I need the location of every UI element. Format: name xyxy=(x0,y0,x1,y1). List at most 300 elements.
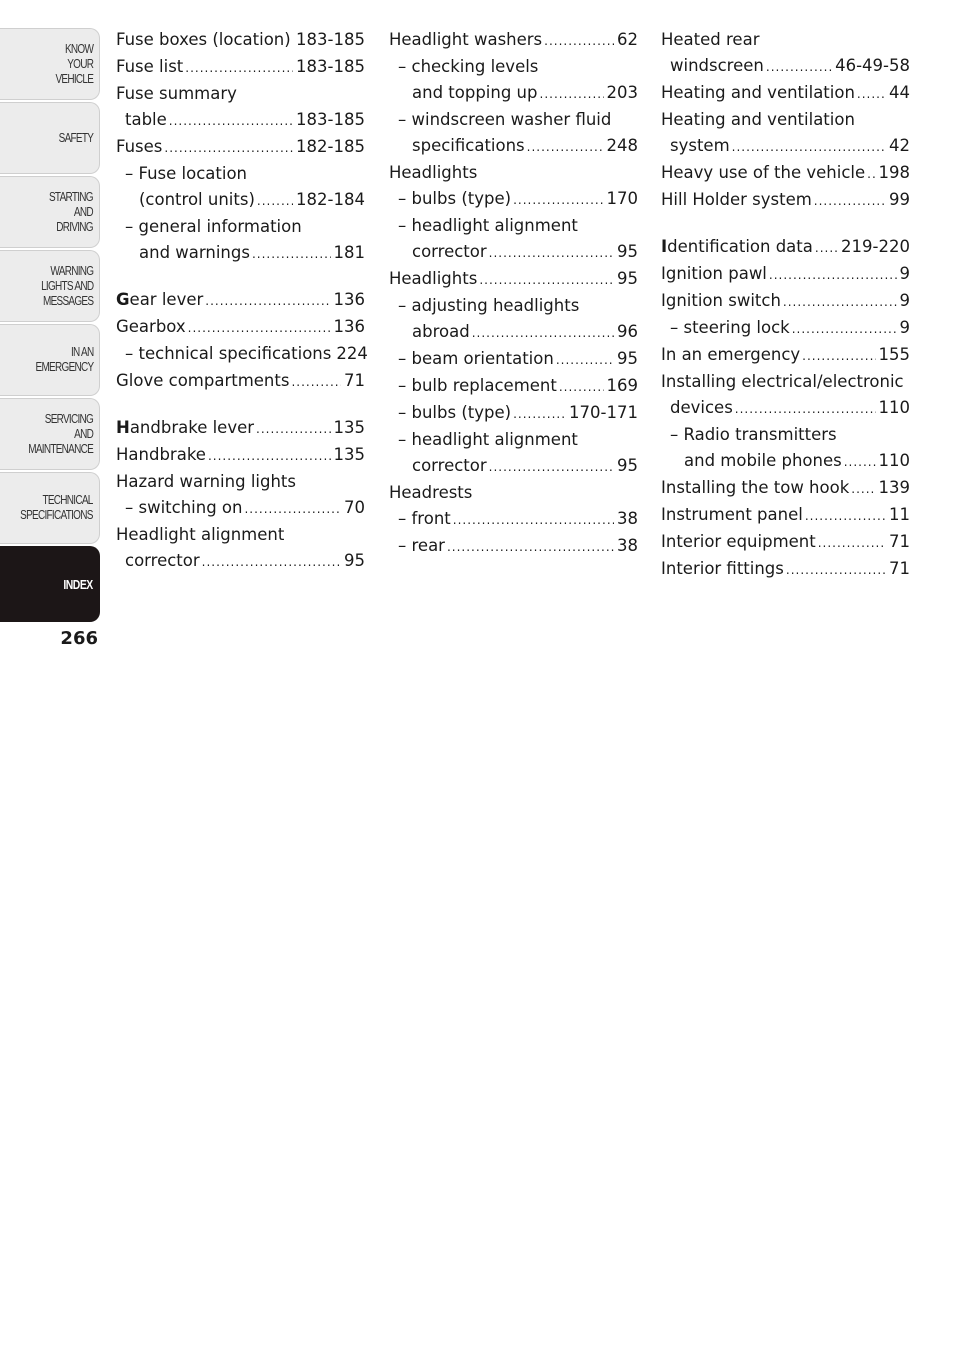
index-entry xyxy=(389,506,638,533)
page-reference[interactable]: 9 xyxy=(899,318,910,337)
page-reference[interactable]: 95 xyxy=(617,242,638,261)
page-reference[interactable]: 71 xyxy=(889,532,910,551)
index-line-with-page[interactable] xyxy=(116,27,365,54)
index-line-with-page[interactable] xyxy=(116,314,365,341)
page-reference[interactable]: 9 xyxy=(899,264,910,283)
page-reference[interactable]: 136 xyxy=(333,317,365,336)
index-term-text: – bulb replacement xyxy=(398,376,557,395)
index-term-text: devices xyxy=(670,398,733,417)
page-reference[interactable]: 38 xyxy=(617,536,638,555)
tab-index[interactable] xyxy=(0,546,100,622)
dot-leader xyxy=(783,289,897,315)
index-term-text: and mobile phones xyxy=(684,451,842,470)
index-term-text: corrector xyxy=(412,456,487,475)
index-term xyxy=(116,314,186,340)
index-term xyxy=(670,395,733,421)
page-reference[interactable]: 135 xyxy=(333,445,365,464)
index-term-text: corrector xyxy=(412,242,487,261)
dot-leader xyxy=(257,188,293,214)
page-reference[interactable]: 71 xyxy=(889,559,910,578)
index-term xyxy=(412,133,525,159)
index-line-with-page[interactable] xyxy=(116,187,365,214)
index-term-text: Installing the tow hook xyxy=(661,478,850,497)
index-term xyxy=(398,346,554,372)
index-line-with-page[interactable] xyxy=(116,442,365,469)
index-entry xyxy=(661,529,910,556)
index-term-text: Instrument panel xyxy=(661,505,803,524)
index-term xyxy=(116,415,254,441)
index-term-text: – adjusting headlights xyxy=(398,296,580,315)
index-entry xyxy=(661,342,910,369)
page-reference[interactable]: 169 xyxy=(606,376,638,395)
index-line xyxy=(389,480,638,506)
section-initial-letter: G xyxy=(116,290,130,309)
index-line-with-page[interactable] xyxy=(389,453,638,480)
index-term-text: (control units) xyxy=(139,190,255,209)
page-reference[interactable]: 183-185 xyxy=(296,57,365,76)
index-term xyxy=(125,548,200,574)
page-reference[interactable]: 170 xyxy=(606,189,638,208)
index-line-with-page[interactable] xyxy=(116,368,365,395)
index-entry xyxy=(661,27,910,80)
tab-safety[interactable] xyxy=(0,102,100,174)
index-entry xyxy=(116,314,365,341)
index-term-text: – Radio transmitters xyxy=(670,425,837,444)
index-entry xyxy=(661,475,910,502)
index-line xyxy=(389,293,638,319)
page-reference[interactable]: 95 xyxy=(617,349,638,368)
page-reference[interactable]: 139 xyxy=(878,478,910,497)
dot-leader xyxy=(544,28,614,54)
dot-leader xyxy=(202,549,341,575)
index-entry xyxy=(389,213,638,266)
index-line-with-page[interactable] xyxy=(661,502,910,529)
index-term xyxy=(661,342,800,368)
index-term xyxy=(398,213,578,239)
index-term-text: ear lever xyxy=(129,290,204,309)
index-term xyxy=(116,54,183,80)
dot-leader xyxy=(814,188,886,214)
index-term xyxy=(398,293,579,319)
page-reference[interactable]: 42 xyxy=(889,136,910,155)
index-entry xyxy=(116,522,365,575)
index-term-text: Ignition switch xyxy=(661,291,781,310)
index-line-with-page[interactable] xyxy=(389,239,638,266)
page-reference[interactable]: 224 xyxy=(336,344,368,363)
index-term xyxy=(670,53,764,79)
index-term xyxy=(412,239,487,265)
index-line-with-page[interactable] xyxy=(116,415,365,442)
dot-leader xyxy=(556,347,614,373)
tab-servicing[interactable] xyxy=(0,398,100,470)
index-entry xyxy=(389,480,638,506)
index-term xyxy=(661,369,904,395)
index-term xyxy=(398,54,538,80)
index-term xyxy=(661,27,759,53)
index-line-with-page[interactable] xyxy=(389,346,638,373)
section-initial-letter: H xyxy=(116,418,130,437)
page-reference[interactable]: 95 xyxy=(344,551,365,570)
index-line-with-page[interactable] xyxy=(116,134,365,161)
index-line-with-page[interactable] xyxy=(661,53,910,80)
page-reference[interactable]: 11 xyxy=(889,505,910,524)
index-term xyxy=(412,80,538,106)
index-term xyxy=(389,27,542,53)
page-reference[interactable]: 170-171 xyxy=(569,403,638,422)
page-reference[interactable]: 44 xyxy=(889,83,910,102)
tab-warning-lights[interactable] xyxy=(0,250,100,322)
index-term xyxy=(125,107,167,133)
index-line-with-page[interactable] xyxy=(661,556,910,583)
index-entry xyxy=(116,442,365,469)
index-term xyxy=(670,315,790,341)
index-term xyxy=(116,134,162,160)
dot-leader xyxy=(447,534,614,560)
index-term xyxy=(661,80,855,106)
dot-leader xyxy=(513,187,603,213)
index-line-with-page[interactable] xyxy=(116,341,368,368)
tab-label: INDEX xyxy=(63,576,93,592)
index-entry xyxy=(116,341,368,368)
index-line-with-page[interactable] xyxy=(116,240,365,267)
dot-leader xyxy=(291,369,341,395)
index-line-with-page[interactable] xyxy=(661,187,910,214)
dot-leader xyxy=(540,81,604,107)
index-entry xyxy=(116,214,365,267)
index-term xyxy=(412,319,470,345)
index-line xyxy=(661,369,910,395)
index-term xyxy=(412,453,487,479)
index-term-text: Hill Holder system xyxy=(661,190,812,209)
index-line-with-page[interactable] xyxy=(661,160,910,187)
index-term-text: specifications xyxy=(412,136,525,155)
dot-leader xyxy=(252,241,331,267)
dot-leader xyxy=(472,320,614,346)
index-entry xyxy=(661,315,910,342)
page-reference[interactable]: 219-220 xyxy=(841,237,910,256)
index-column-2 xyxy=(389,27,638,560)
index-term xyxy=(398,506,451,532)
index-term xyxy=(125,495,242,521)
tab-starting-and-driving[interactable] xyxy=(0,176,100,248)
index-term xyxy=(139,240,250,266)
dot-leader xyxy=(792,316,897,342)
index-line-with-page[interactable] xyxy=(116,287,365,314)
index-line xyxy=(116,161,365,187)
index-line-with-page[interactable] xyxy=(116,107,365,134)
index-term-text: system xyxy=(670,136,730,155)
index-term-text: Interior equipment xyxy=(661,532,816,551)
index-term-text: Heating and ventilation xyxy=(661,83,855,102)
index-term-text: – general information xyxy=(125,217,302,236)
index-line-with-page[interactable] xyxy=(661,448,910,475)
index-term xyxy=(670,133,730,159)
index-entry xyxy=(661,502,910,529)
index-term xyxy=(398,186,511,212)
index-entry xyxy=(661,261,910,288)
dot-leader xyxy=(489,240,614,266)
index-line-with-page[interactable] xyxy=(389,533,638,560)
index-entry xyxy=(389,373,638,400)
index-entry xyxy=(389,27,638,54)
index-line-with-page[interactable] xyxy=(116,54,365,81)
index-entry xyxy=(116,469,365,522)
page-reference[interactable]: 70 xyxy=(344,498,365,517)
page-reference[interactable]: 71 xyxy=(344,371,365,390)
tab-in-an-emergency[interactable] xyxy=(0,324,100,396)
index-entry xyxy=(116,54,365,81)
index-entry xyxy=(661,80,910,107)
index-term xyxy=(116,287,203,313)
page-reference[interactable]: 95 xyxy=(617,269,638,288)
dot-leader xyxy=(867,161,875,187)
index-term-text: – technical specifications xyxy=(125,344,332,363)
index-line-with-page[interactable] xyxy=(661,80,910,107)
index-term-text: Ignition pawl xyxy=(661,264,767,283)
index-line-with-page[interactable] xyxy=(389,506,638,533)
index-term-text: Fuse list xyxy=(116,57,184,76)
index-line-with-page[interactable] xyxy=(661,342,910,369)
index-term xyxy=(116,442,206,468)
index-line-with-page[interactable] xyxy=(116,548,365,575)
index-term xyxy=(116,469,296,495)
dot-leader xyxy=(732,134,886,160)
letter-group-gap xyxy=(116,267,365,287)
index-term xyxy=(661,187,812,213)
tab-know-your-vehicle[interactable] xyxy=(0,28,100,100)
dot-leader xyxy=(802,343,875,369)
dot-leader xyxy=(527,134,604,160)
page-reference[interactable]: 203 xyxy=(606,83,638,102)
dot-leader xyxy=(205,288,330,314)
index-term xyxy=(116,27,291,53)
index-term-text: andbrake lever xyxy=(129,418,255,437)
index-term-text: Installing electrical/electronic xyxy=(661,372,904,391)
index-term-text: Headrests xyxy=(389,483,473,502)
index-term xyxy=(661,160,865,186)
index-entry xyxy=(389,266,638,293)
page-reference[interactable]: 135 xyxy=(333,418,365,437)
dot-leader xyxy=(805,503,886,529)
index-term-text: – headlight alignment xyxy=(398,216,578,235)
index-term xyxy=(125,214,302,240)
index-entry xyxy=(389,293,638,346)
index-line-with-page[interactable] xyxy=(389,133,638,160)
index-term xyxy=(661,475,849,501)
dot-leader xyxy=(164,135,293,161)
index-term xyxy=(389,160,477,186)
index-term xyxy=(398,427,578,453)
index-term-text: – rear xyxy=(398,536,445,555)
index-line-with-page[interactable] xyxy=(661,288,910,315)
index-term-text: Headlights xyxy=(389,269,478,288)
index-term-text: corrector xyxy=(125,551,200,570)
page-number: 266 xyxy=(60,628,98,649)
index-term xyxy=(116,522,284,548)
page-reference[interactable]: 181 xyxy=(333,243,365,262)
tab-label: WARNING LIGHTS AND MESSAGES xyxy=(40,263,93,308)
index-term xyxy=(398,107,611,133)
index-line-with-page[interactable] xyxy=(661,133,910,160)
page-reference[interactable]: 62 xyxy=(617,30,638,49)
dot-leader xyxy=(256,416,330,442)
tab-label: IN AN EMERGENCY xyxy=(35,345,93,374)
dot-leader xyxy=(769,262,897,288)
index-term-text: Heated rear xyxy=(661,30,760,49)
index-line-with-page[interactable] xyxy=(661,395,910,422)
index-term-text: Handbrake xyxy=(116,445,206,464)
index-term xyxy=(125,161,247,187)
index-term-text: windscreen xyxy=(670,56,764,75)
page-reference[interactable]: 9 xyxy=(899,291,910,310)
index-line xyxy=(389,54,638,80)
index-entry xyxy=(116,27,365,54)
index-term-text: – bulbs (type) xyxy=(398,403,512,422)
index-line xyxy=(116,522,365,548)
index-term-text: Headlight washers xyxy=(389,30,543,49)
tab-label: TECHNICAL SPECIFICATIONS xyxy=(20,493,93,522)
dot-leader xyxy=(818,530,886,556)
page-reference[interactable]: 46-49-58 xyxy=(835,56,910,75)
index-term xyxy=(389,480,472,506)
index-line xyxy=(661,107,910,133)
dot-leader xyxy=(244,496,341,522)
index-term xyxy=(661,234,813,260)
index-term xyxy=(661,261,767,287)
index-line-with-page[interactable] xyxy=(661,261,910,288)
index-term-text: – steering lock xyxy=(670,318,790,337)
index-term xyxy=(661,288,781,314)
page-reference[interactable]: 198 xyxy=(878,163,910,182)
page-reference[interactable]: 183-185 xyxy=(296,110,365,129)
index-line-with-page[interactable] xyxy=(389,319,638,346)
index-term-text: and topping up xyxy=(412,83,538,102)
index-line xyxy=(116,81,365,107)
index-term-text: Heavy use of the vehicle xyxy=(661,163,866,182)
index-term-text: Headlights xyxy=(389,163,478,182)
index-line xyxy=(389,160,638,186)
dot-leader xyxy=(208,443,331,469)
index-entry xyxy=(389,54,638,107)
dot-leader xyxy=(559,374,604,400)
index-term xyxy=(661,529,816,555)
index-entry xyxy=(661,422,910,475)
index-term-text: dentification data xyxy=(667,237,813,256)
tab-label: SERVICING AND MAINTENANCE xyxy=(28,411,93,456)
index-entry xyxy=(661,187,910,214)
dot-leader xyxy=(844,449,876,475)
index-entry xyxy=(389,346,638,373)
index-line-with-page[interactable] xyxy=(661,315,910,342)
index-entry xyxy=(661,107,910,160)
index-line-with-page[interactable] xyxy=(389,27,638,54)
index-entry xyxy=(661,288,910,315)
index-column-3 xyxy=(661,27,910,583)
index-line-with-page[interactable] xyxy=(389,186,638,213)
index-line xyxy=(389,427,638,453)
index-term-text: – checking levels xyxy=(398,57,539,76)
index-term xyxy=(670,422,837,448)
index-entry xyxy=(389,107,638,160)
dot-leader xyxy=(851,476,875,502)
index-entry xyxy=(389,400,638,427)
page-reference[interactable]: 248 xyxy=(606,136,638,155)
index-entry xyxy=(116,81,365,134)
index-entry xyxy=(116,161,365,214)
index-entry xyxy=(661,160,910,187)
page-reference[interactable]: 136 xyxy=(333,290,365,309)
index-entry xyxy=(116,134,365,161)
page-reference[interactable]: 95 xyxy=(617,456,638,475)
index-term-text: – headlight alignment xyxy=(398,430,578,449)
index-term xyxy=(116,368,289,394)
tab-label: SAFETY xyxy=(58,130,93,145)
index-line xyxy=(661,422,910,448)
index-term xyxy=(116,81,237,107)
index-entry xyxy=(116,287,365,314)
index-term xyxy=(398,533,445,559)
page-reference[interactable]: 38 xyxy=(617,509,638,528)
index-term-text: Fuse summary xyxy=(116,84,237,103)
index-line-with-page[interactable] xyxy=(116,495,365,522)
index-line xyxy=(389,107,638,133)
page-reference[interactable]: 110 xyxy=(878,451,910,470)
dot-leader xyxy=(857,81,886,107)
page-reference[interactable]: 182-185 xyxy=(296,137,365,156)
index-term-text: Fuse boxes (location) xyxy=(116,30,291,49)
index-entry xyxy=(389,186,638,213)
dot-leader xyxy=(169,108,293,134)
index-term xyxy=(684,448,842,474)
index-term-text: Hazard warning lights xyxy=(116,472,296,491)
index-term-text: – windscreen washer fluid xyxy=(398,110,612,129)
index-term xyxy=(661,556,784,582)
index-term-text: Glove compartments xyxy=(116,371,290,390)
index-entry xyxy=(661,556,910,583)
index-line xyxy=(389,213,638,239)
index-line-with-page[interactable] xyxy=(389,373,638,400)
page-reference[interactable]: 96 xyxy=(617,322,638,341)
page-reference[interactable]: 99 xyxy=(889,190,910,209)
dot-leader xyxy=(513,401,566,427)
page-reference[interactable]: 155 xyxy=(878,345,910,364)
dot-leader xyxy=(188,315,331,341)
index-line-with-page[interactable] xyxy=(389,80,638,107)
dot-leader xyxy=(185,55,293,81)
index-entry xyxy=(389,160,638,186)
index-term-text: abroad xyxy=(412,322,470,341)
page-reference[interactable]: 182-184 xyxy=(296,190,365,209)
index-line-with-page[interactable] xyxy=(661,234,910,261)
index-term-text: In an emergency xyxy=(661,345,801,364)
index-line-with-page[interactable] xyxy=(389,266,638,293)
page-reference[interactable]: 110 xyxy=(878,398,910,417)
index-term-text: Gearbox xyxy=(116,317,186,336)
index-term-text: Headlight alignment xyxy=(116,525,285,544)
index-term-text: and warnings xyxy=(139,243,250,262)
page-reference[interactable]: 183-185 xyxy=(296,30,365,49)
index-line-with-page[interactable] xyxy=(661,475,910,502)
dot-leader xyxy=(479,267,614,293)
index-term-text: – switching on xyxy=(125,498,243,517)
index-line-with-page[interactable] xyxy=(661,529,910,556)
index-term-text: – Fuse location xyxy=(125,164,248,183)
index-line-with-page[interactable] xyxy=(389,400,638,427)
tab-technical-specifications[interactable] xyxy=(0,472,100,544)
index-entry xyxy=(389,533,638,560)
index-entry xyxy=(389,427,638,480)
index-term-text: table xyxy=(125,110,167,129)
